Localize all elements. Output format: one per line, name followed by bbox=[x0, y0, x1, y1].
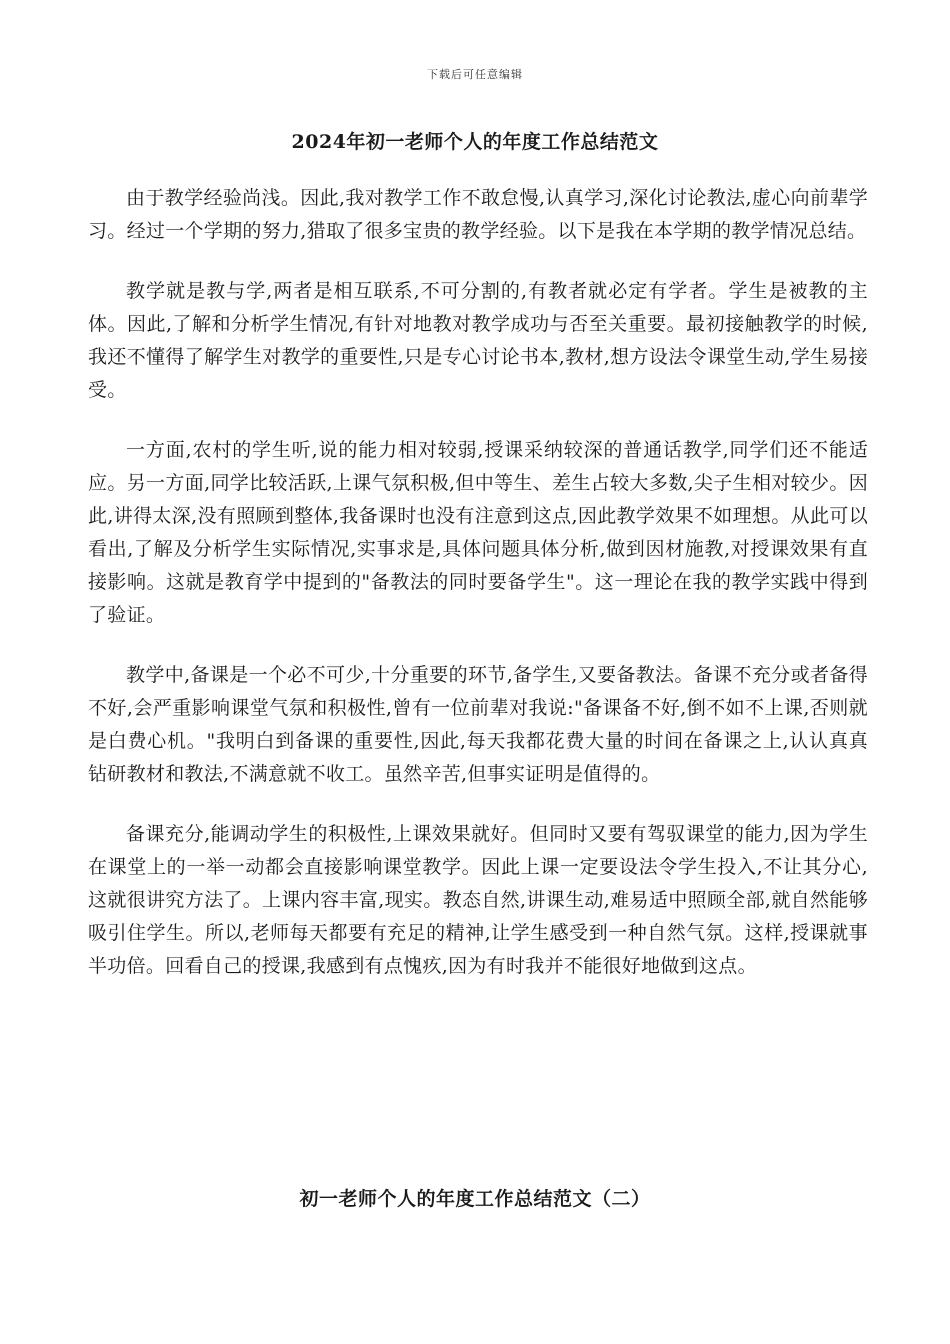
header-note: 下载后可任意编辑 bbox=[427, 68, 523, 81]
paragraph-3: 一方面,农村的学生听,说的能力相对较弱,授课采纳较深的普通话教学,同学们还不能适应。另一方面,同学比较活跃,上课气氛积极,但中等生、差生占较大多数,尖子生相对较少。因此,讲得太深,没有照顾到整体,我备课时也没有注意到这点,因此教学效果不如理想。从此可以看出,了解及分析学生实际情况,实事求是,具体问题具体分析,做到因材施教,对授课效果有直接影响。这就是教育学中提到的"备教法的同时要备学生"。这一理论在我的教学实践中得到了验证。 bbox=[88, 439, 868, 626]
paragraph-4: 教学中,备课是一个必不可少,十分重要的环节,备学生,又要备教法。备课不充分或者备得不好,会严重影响课堂气氛和积极性,曾有一位前辈对我说:"备课备不好,倒不如不上课,否则就是白费心机。"我明白到备课的重要性,因此,每天我都花费大量的时间在备课之上,认认真真钻研教材和教法,不满意就不收工。虽然辛苦,但事实证明是值得的。 bbox=[88, 664, 868, 785]
document-body bbox=[88, 182, 868, 1010]
document-title: 2024年初一老师个人的年度工作总结范文 bbox=[291, 131, 659, 153]
paragraph-2: 教学就是教与学,两者是相互联系,不可分割的,有教者就必定有学者。学生是被教的主体。因此,了解和分析学生情况,有针对地教对教学成功与否至关重要。最初接触教学的时候,我还不懂得了解学生对教学的重要性,只是专心讨论书本,教材,想方设法令课堂生动,学生易接受。 bbox=[88, 280, 868, 401]
paragraph-5: 备课充分,能调动学生的积极性,上课效果就好。但同时又要有驾驭课堂的能力,因为学生在课堂上的一举一动都会直接影响课堂教学。因此上课一定要设法令学生投入,不让其分心,这就很讲究方法了。上课内容丰富,现实。教态自然,讲课生动,难易适中照顾全部,就自然能够吸引住学生。所以,老师每天都要有充足的精神,让学生感受到一种自然气氛。这样,授课就事半功倍。回看自己的授课,我感到有点愧疚,因为有时我并不能很好地做到这点。 bbox=[88, 823, 868, 977]
section-subtitle: 初一老师个人的年度工作总结范文（二） bbox=[299, 1188, 651, 1210]
paragraph-1: 由于教学经验尚浅。因此,我对教学工作不敢怠慢,认真学习,深化讨论教法,虚心向前辈学习。经过一个学期的努力,猎取了很多宝贵的教学经验。以下是我在本学期的教学情况总结。 bbox=[88, 187, 868, 242]
